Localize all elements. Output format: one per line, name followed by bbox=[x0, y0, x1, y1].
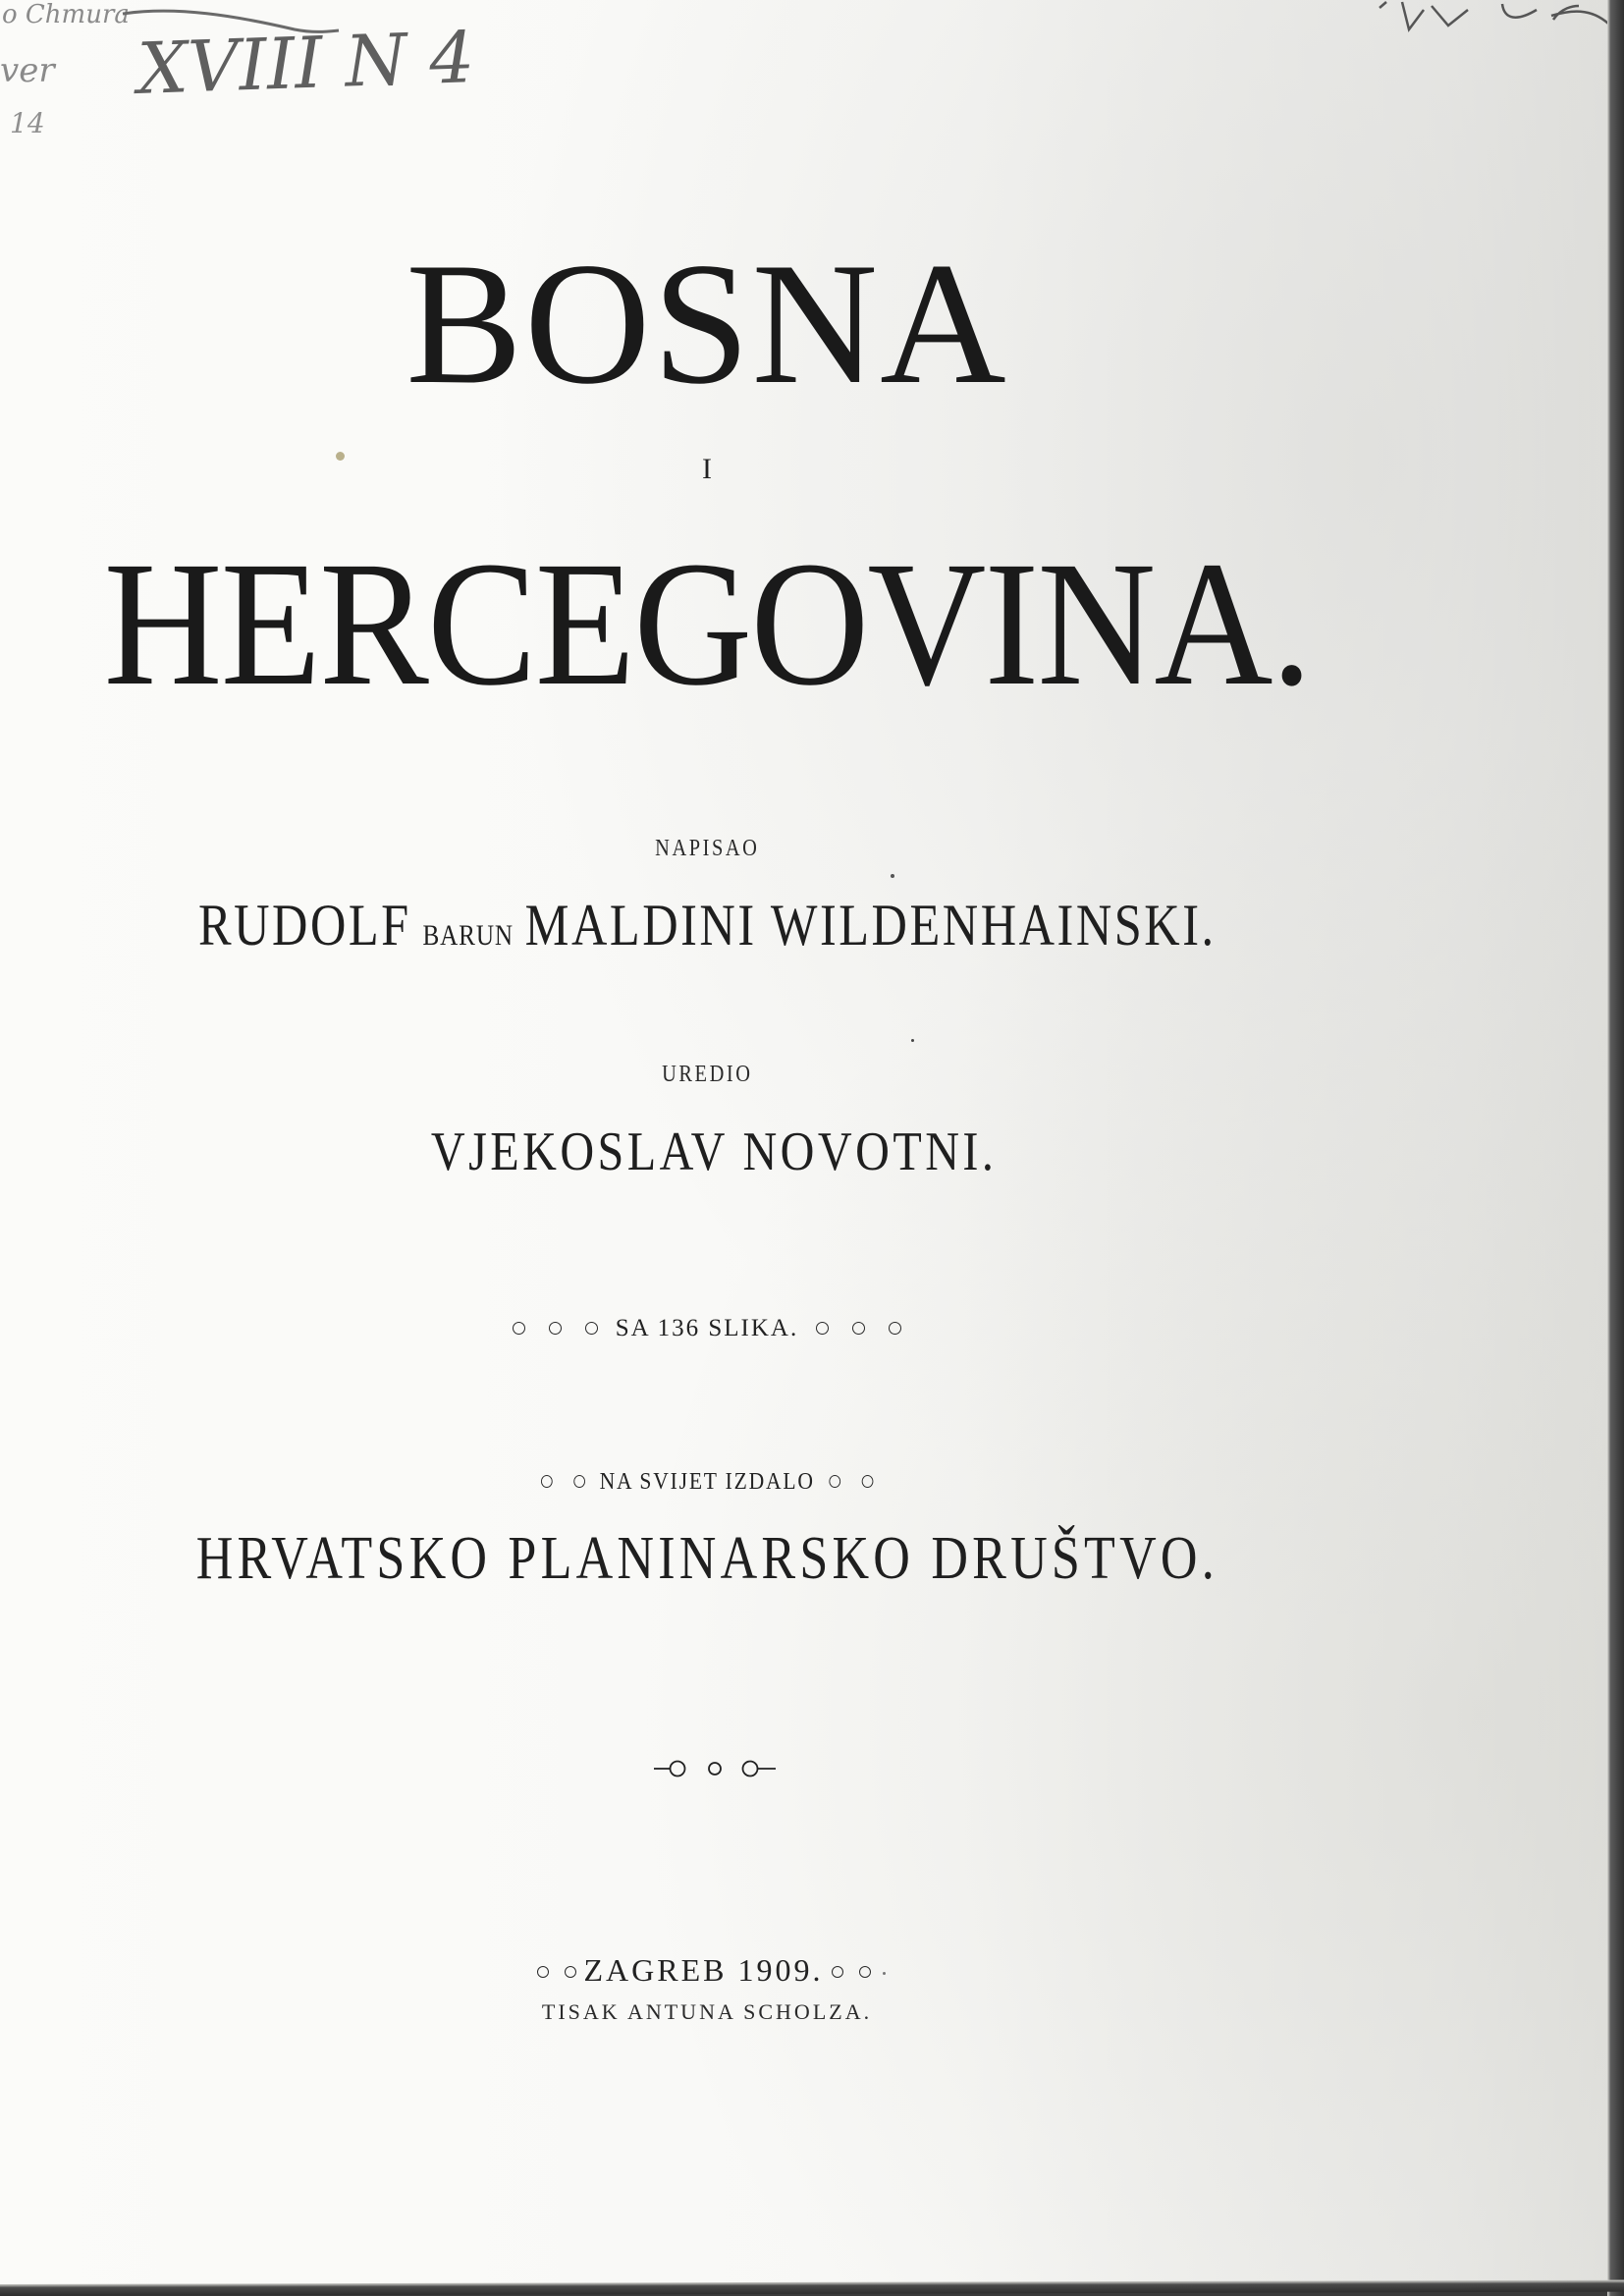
imprint-printer: TISAK ANTUNA SCHOLZA. bbox=[541, 1999, 873, 2024]
author-surname: MALDINI WILDENHAINSKI. bbox=[524, 893, 1217, 957]
author-first-name: RUDOLF bbox=[197, 893, 411, 957]
circle-ornament-icon bbox=[573, 1475, 585, 1488]
circle-ornament-icon bbox=[861, 1475, 873, 1488]
scan-edge-right bbox=[1607, 0, 1624, 2296]
illustrations-text: SA 136 SLIKA. bbox=[615, 1315, 799, 1341]
author-title: BARUN bbox=[422, 919, 514, 952]
title-line-1: BOSNA bbox=[406, 226, 1008, 420]
editor-label: UREDIO bbox=[662, 1062, 753, 1087]
imprint-place-year-line bbox=[0, 1954, 1414, 1986]
circle-ornament-icon bbox=[852, 1322, 865, 1335]
handwritten-mark-top-right bbox=[1326, 0, 1610, 35]
imprint-place-year: ZAGREB 1909. bbox=[583, 1952, 824, 1988]
divider-ornament-icon bbox=[652, 1760, 780, 1777]
circle-ornament-icon bbox=[549, 1322, 562, 1335]
dot-ornament-icon bbox=[883, 1972, 886, 1975]
handwritten-scribble-2: ver bbox=[0, 51, 55, 90]
title-line-2: HERCEGOVINA. bbox=[103, 525, 1311, 723]
publisher-label-line bbox=[71, 1470, 1343, 1494]
title-conjunction: I bbox=[702, 453, 712, 485]
circle-ornament-icon bbox=[565, 1966, 576, 1978]
circle-ornament-icon bbox=[889, 1322, 901, 1335]
author-label: NAPISAO bbox=[655, 836, 760, 861]
circle-ornament-icon bbox=[513, 1322, 525, 1335]
handwritten-number: 14 bbox=[10, 107, 45, 139]
handwritten-scribble: o Chmura bbox=[2, 0, 130, 29]
publisher-name: HRVATSKO PLANINARSKO DRUŠTVO. bbox=[195, 1525, 1218, 1592]
paper-speck bbox=[891, 874, 894, 878]
circle-ornament-icon bbox=[537, 1966, 549, 1978]
author-name bbox=[114, 893, 1302, 957]
circle-ornament-icon bbox=[541, 1475, 553, 1488]
editor-name: VJEKOSLAV NOVOTNI. bbox=[430, 1121, 998, 1182]
circle-ornament-icon bbox=[585, 1322, 598, 1335]
circle-ornament-icon bbox=[832, 1966, 843, 1978]
paper-speck bbox=[911, 1039, 914, 1042]
circle-ornament-icon bbox=[829, 1475, 840, 1488]
handwritten-shelfmark: XVIII N 4 bbox=[135, 16, 476, 110]
publisher-label: NA SVIJET IZDALO bbox=[599, 1469, 815, 1495]
illustrations-line bbox=[0, 1316, 1414, 1340]
circle-ornament-icon bbox=[816, 1322, 829, 1335]
circle-ornament-icon bbox=[859, 1966, 871, 1978]
